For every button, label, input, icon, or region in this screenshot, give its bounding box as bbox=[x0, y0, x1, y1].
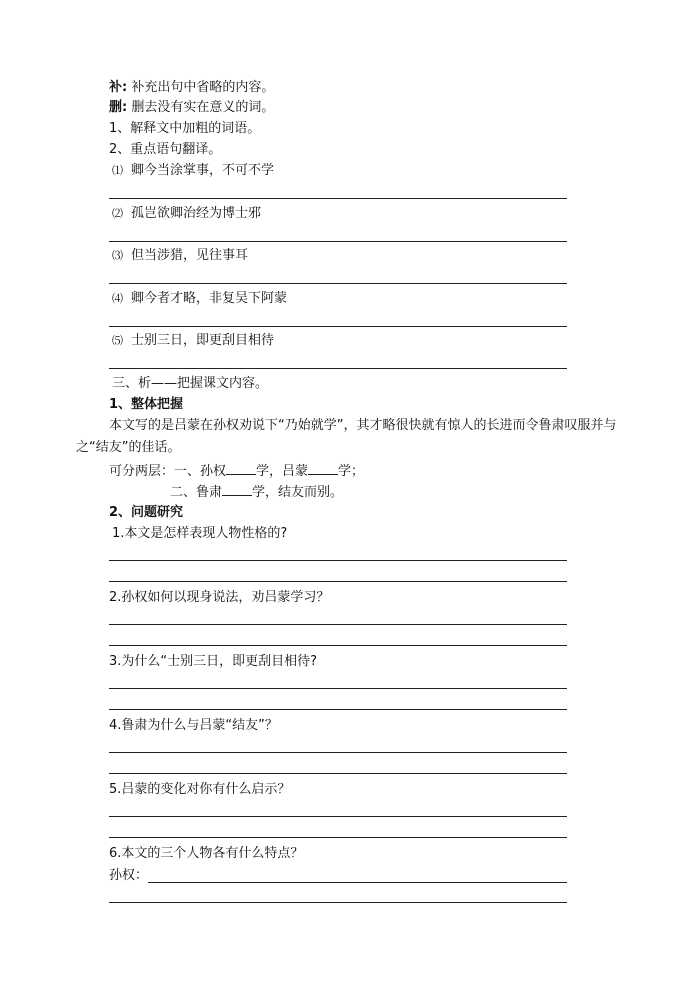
method-shan-key: 删: bbox=[109, 100, 128, 115]
answer-line[interactable] bbox=[109, 645, 567, 646]
layer2-part-a: 二、鲁肃 bbox=[170, 485, 223, 500]
method-shan-line bbox=[109, 100, 274, 116]
translation-sentence: 但当涉猎，见往事耳 bbox=[131, 248, 249, 263]
answer-line[interactable] bbox=[109, 773, 567, 774]
question-item: 1.本文是怎样表现人物性格的? bbox=[112, 526, 288, 541]
overall-paragraph-line1: 本文写的是吕蒙在孙权劝说下“乃始就学”，其才略很快就有惊人的长进而令鲁肃叹服并与 bbox=[109, 418, 617, 433]
answer-line[interactable] bbox=[109, 816, 567, 817]
method-shan-text: 删去没有实在意义的词。 bbox=[131, 100, 275, 115]
translation-item bbox=[112, 248, 248, 264]
answer-line[interactable] bbox=[109, 688, 567, 689]
translation-item bbox=[112, 333, 274, 349]
answer-line[interactable] bbox=[109, 326, 567, 327]
layer2-part-b: 学，结友而别。 bbox=[252, 485, 344, 500]
answer-line[interactable] bbox=[109, 368, 567, 369]
translation-item bbox=[112, 291, 287, 307]
question-item: 4.鲁肃为什么与吕蒙“结友”？ bbox=[109, 718, 278, 733]
overall-paragraph-line2: 之“结友”的佳话。 bbox=[76, 440, 181, 455]
answer-line[interactable] bbox=[109, 283, 567, 284]
translation-sentence: 卿今者才略，非复吴下阿蒙 bbox=[131, 291, 288, 306]
translation-sentence: 士别三日，即更刮目相待 bbox=[131, 333, 275, 348]
layers-intro: 可分两层： bbox=[109, 464, 175, 479]
translation-number: ⑴ bbox=[112, 164, 123, 177]
method-bu-key: 补: bbox=[109, 80, 128, 95]
section-analysis-heading: 三、析——把握课文内容。 bbox=[112, 376, 269, 391]
task-translate-sentences: 2、重点语句翻译。 bbox=[109, 142, 222, 157]
question-item: 2.孙权如何以现身说法，劝吕蒙学习？ bbox=[109, 590, 330, 605]
layer1-part-a: 一、孙权 bbox=[174, 464, 227, 479]
task-explain-words: 1、解释文中加粗的词语。 bbox=[109, 121, 261, 136]
answer-line[interactable] bbox=[109, 837, 567, 838]
question-item: 6.本文的三个人物各有什么特点？ bbox=[109, 846, 304, 861]
fill-blank[interactable] bbox=[226, 462, 256, 475]
translation-number: ⑶ bbox=[112, 249, 123, 262]
answer-line[interactable] bbox=[109, 560, 567, 561]
question-item: 3.为什么“士别三日，即更刮目相待? bbox=[109, 654, 318, 669]
fill-blank[interactable] bbox=[308, 462, 338, 475]
method-bu-line bbox=[109, 80, 274, 96]
answer-line[interactable] bbox=[109, 752, 567, 753]
translation-number: ⑸ bbox=[112, 334, 123, 347]
answer-line[interactable] bbox=[109, 241, 567, 242]
answer-line[interactable] bbox=[109, 198, 567, 199]
method-bu-text: 补充出句中省略的内容。 bbox=[131, 80, 275, 95]
layer1-part-b: 学，吕蒙 bbox=[256, 464, 309, 479]
layers-line2 bbox=[170, 483, 343, 501]
translation-item bbox=[112, 163, 274, 179]
research-heading: 2、问题研究 bbox=[109, 505, 184, 520]
fill-blank[interactable] bbox=[222, 483, 252, 496]
translation-number: ⑵ bbox=[112, 207, 123, 220]
layer1-part-c: 学； bbox=[338, 464, 365, 479]
answer-line[interactable] bbox=[109, 902, 567, 903]
translation-number: ⑷ bbox=[112, 292, 123, 305]
translation-sentence: 孤岂欲卿治经为博士邪 bbox=[131, 206, 262, 221]
question-item: 5.吕蒙的变化对你有什么启示？ bbox=[109, 782, 291, 797]
translation-item bbox=[112, 206, 261, 222]
answer-line[interactable] bbox=[109, 709, 567, 710]
translation-sentence: 卿今当涂掌事，不可不学 bbox=[131, 163, 275, 178]
answer-line[interactable] bbox=[109, 581, 567, 582]
sunquan-label: 孙权： bbox=[109, 868, 149, 883]
answer-line[interactable] bbox=[148, 882, 567, 883]
layers-line1 bbox=[109, 462, 364, 480]
answer-line[interactable] bbox=[109, 624, 567, 625]
overall-heading: 1、整体把握 bbox=[109, 397, 184, 412]
